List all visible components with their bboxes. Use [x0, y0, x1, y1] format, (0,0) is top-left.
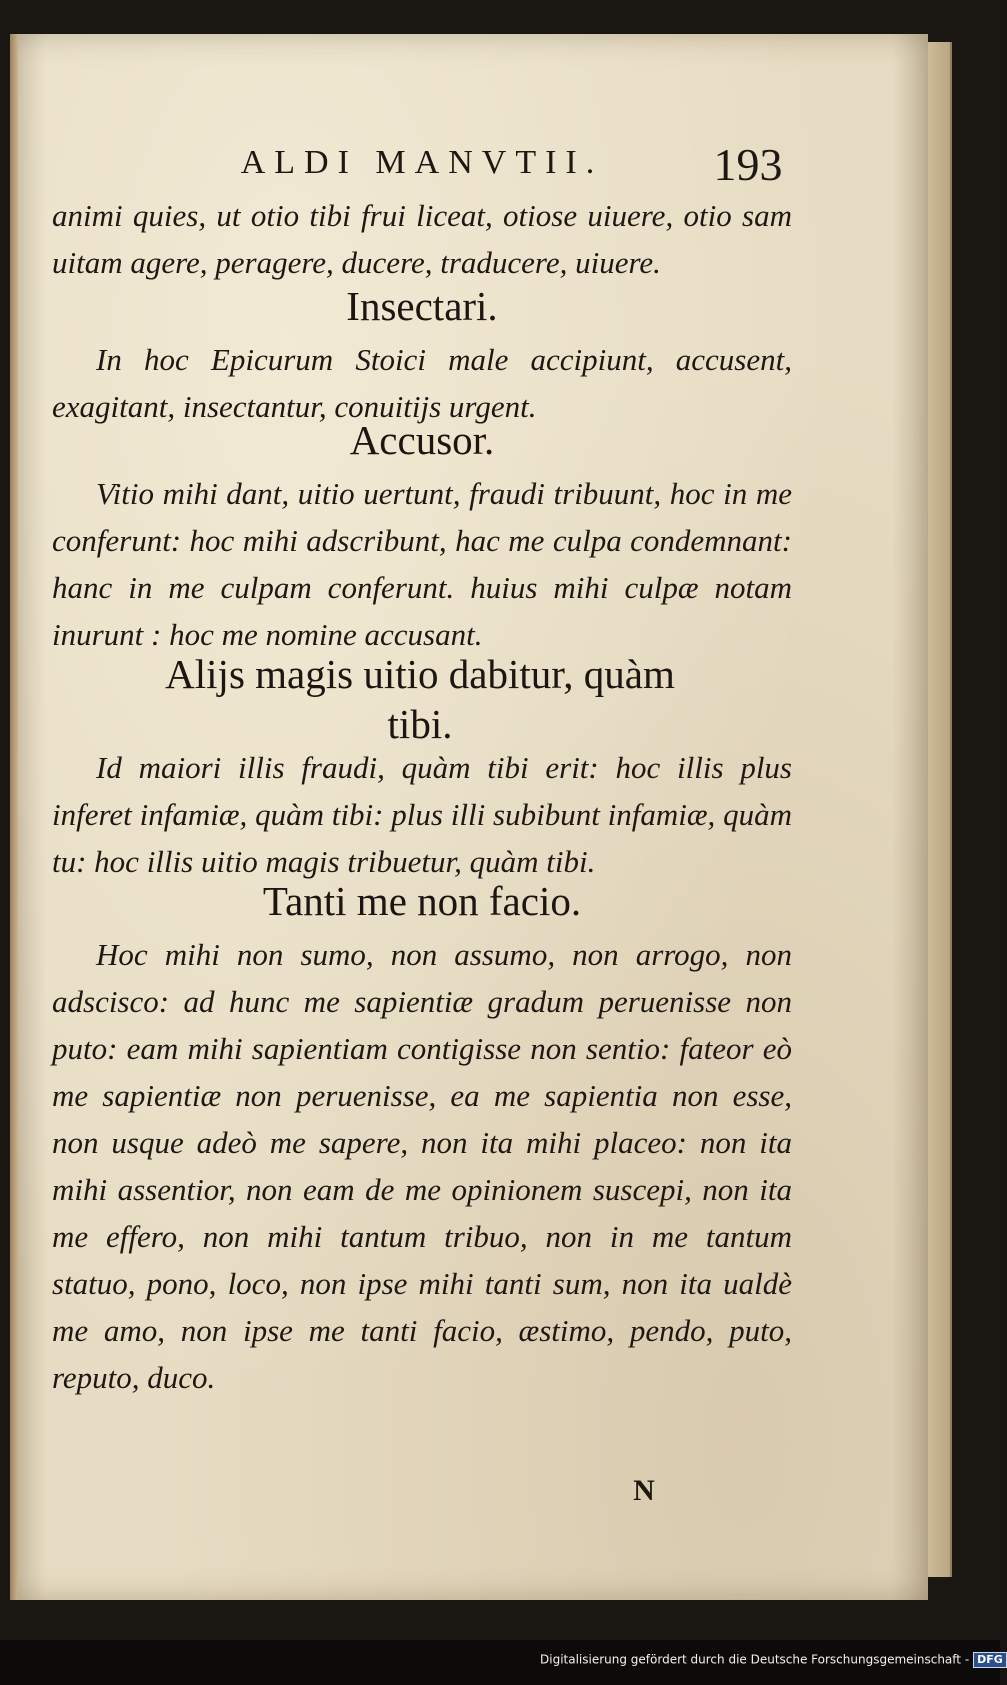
- section-heading-insectari: Insectari.: [346, 283, 498, 329]
- section-heading-alijs-magis: Alijs magis uitio dabitur, quàm tibi.: [165, 651, 675, 747]
- section-heading-accusor: Accusor.: [349, 417, 495, 463]
- digitization-credit: [540, 1652, 1003, 1676]
- text-paragraph-accusor: Vitio mihi dant, uitio uertunt, fraudi tribuunt, hoc in me conferunt: hoc mihi adscribunt, hac me culpa condemnant: hanc in me culpam conferunt. huius mihi culpæ notam inurunt : hoc me nomine accusant.: [52, 476, 792, 652]
- text-paragraph-alijs-magis: Id maiori illis fraudi, quàm tibi erit: hoc illis plus inferet infamiæ, quàm tibi: plus illi subibunt infamiæ, quàm tu: hoc illis uitio magis tribuetur, quàm tibi.: [52, 750, 792, 879]
- section-heading-tanti-me: Tanti me non facio.: [262, 878, 582, 924]
- credit-text: Digitalisierung gefördert durch die Deutsche Forschungsgemeinschaft -: [540, 1652, 970, 1667]
- text-paragraph-insectari: In hoc Epicurum Stoici male accipiunt, accusent, exagitant, insectantur, conuitijs urgent.: [52, 342, 792, 424]
- catchword: N: [633, 1474, 655, 1507]
- page-gutter-shadow: [10, 34, 18, 1600]
- dfg-logo-icon: DFG: [973, 1652, 1007, 1668]
- text-paragraph-continuation: animi quies, ut otio tibi frui liceat, otiose uiuere, otio sam uitam agere, peragere, ducere, traducere, uiuere.: [52, 198, 792, 280]
- page-number: 193: [713, 139, 783, 190]
- book-page: [10, 34, 928, 1600]
- running-title: ALDI MANVTII.: [240, 144, 604, 181]
- text-paragraph-tanti-me: Hoc mihi non sumo, non assumo, non arrogo, non adscisco: ad hunc me sapientiæ gradum peruenisse non puto: eam mihi sapientiam contigisse non sentio: fateor eò me sapientiæ non peruenisse, ea me sapientia non esse, non usque adeò me sapere, non ita mihi placeo: non ita mihi assentior, non eam de me opinionem suscepi, non ita me effero, non mihi tantum tribuo, non in me tantum statuo, pono, loco, non ipse mihi tanti sum, non ita ualdè me amo, non ipse me tanti facio, æstimo, pendo, puto, reputo, duco.: [52, 937, 792, 1395]
